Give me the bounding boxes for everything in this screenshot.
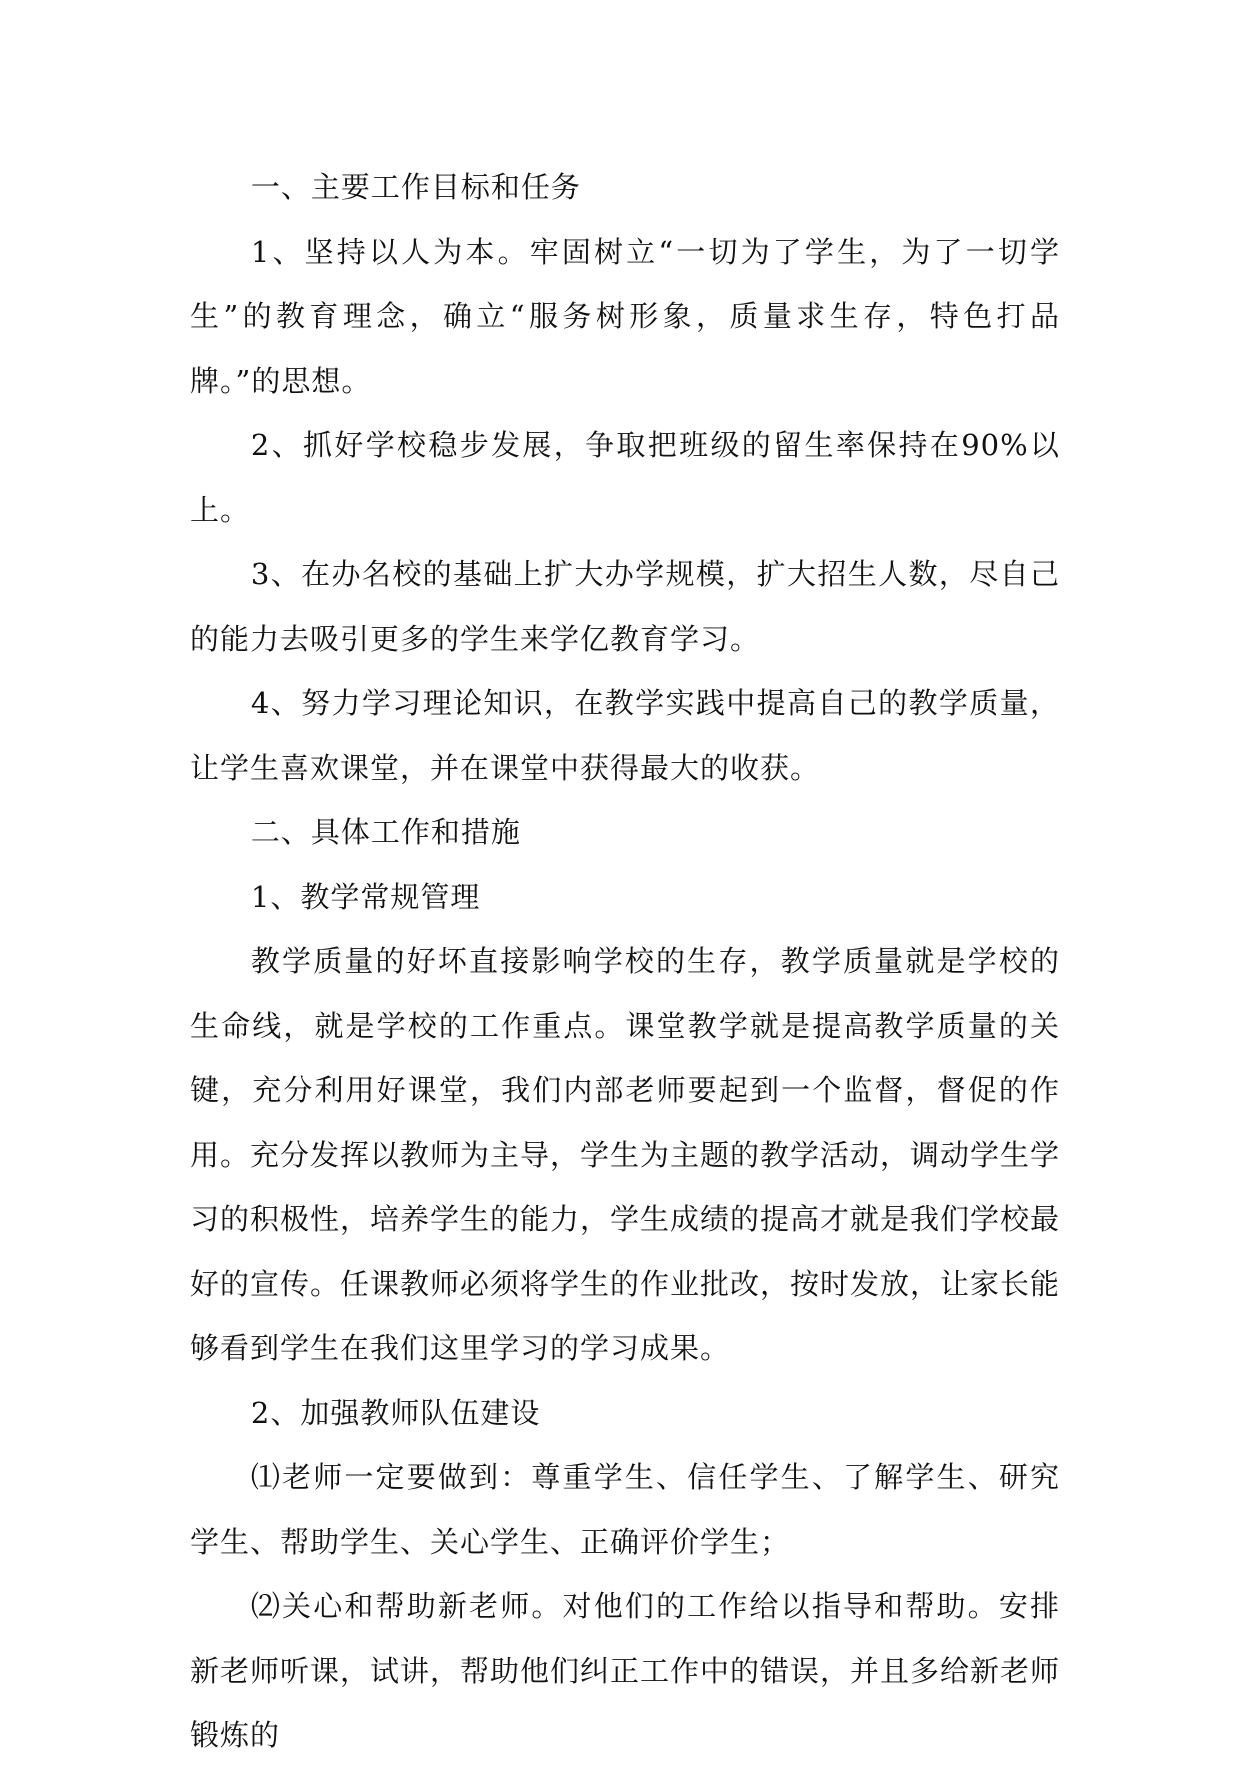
body-paragraph-teaching: 教学质量的好坏直接影响学校的生存，教学质量就是学校的生命线，就是学校的工作重点。课堂教学就是提高教学质量的关键，充分利用好课堂，我们内部老师要起到一个监督，督促的作用。充分发挥以教师为主导，学生为主题的教学活动，调动学生学习的积极性，培养学生的能力，学生成绩的提高才就是我们学校最好的宣传。任课教师必须将学生的作业批改，按时发放，让家长能够看到学生在我们这里学习的学习成果。 (190, 944, 1061, 1365)
subsection-heading-staff: 2、加强教师队伍建设 (250, 1395, 541, 1430)
section-heading-goals: 一、主要工作目标和任务 (250, 170, 581, 204)
goal-item-2: 2、抓好学校稳步发展，争取把班级的留生率保持在90%以上。 (190, 428, 1060, 527)
goal-item-3: 3、在办名校的基础上扩大办学规模，扩大招生人数，尽自己的能力去吸引更多的学生来学亿教育学习。 (190, 557, 1060, 656)
goal-item-1: 1、坚持以人为本。牢固树立“一切为了学生，为了一切学生”的教育理念，确立“服务树形象，质量求生存，特色打品牌。”的思想。 (190, 234, 1060, 398)
goal-item-4: 4、努力学习理论知识，在教学实践中提高自己的教学质量，让学生喜欢课堂，并在课堂中获得最大的收获。 (190, 686, 1060, 785)
list-item-staff-2: ⑵关心和帮助新老师。对他们的工作给以指导和帮助。安排新老师听课，试讲，帮助他们纠正工作中的错误，并且多给新老师锻炼的 (190, 1589, 1061, 1752)
subsection-heading-teaching: 1、教学常规管理 (250, 879, 481, 914)
document-body (190, 155, 1060, 1768)
list-item-staff-1: ⑴老师一定要做到：尊重学生、信任学生、了解学生、研究学生、帮助学生、关心学生、正确评价学生； (190, 1460, 1060, 1559)
section-heading-measures: 二、具体工作和措施 (250, 815, 521, 849)
